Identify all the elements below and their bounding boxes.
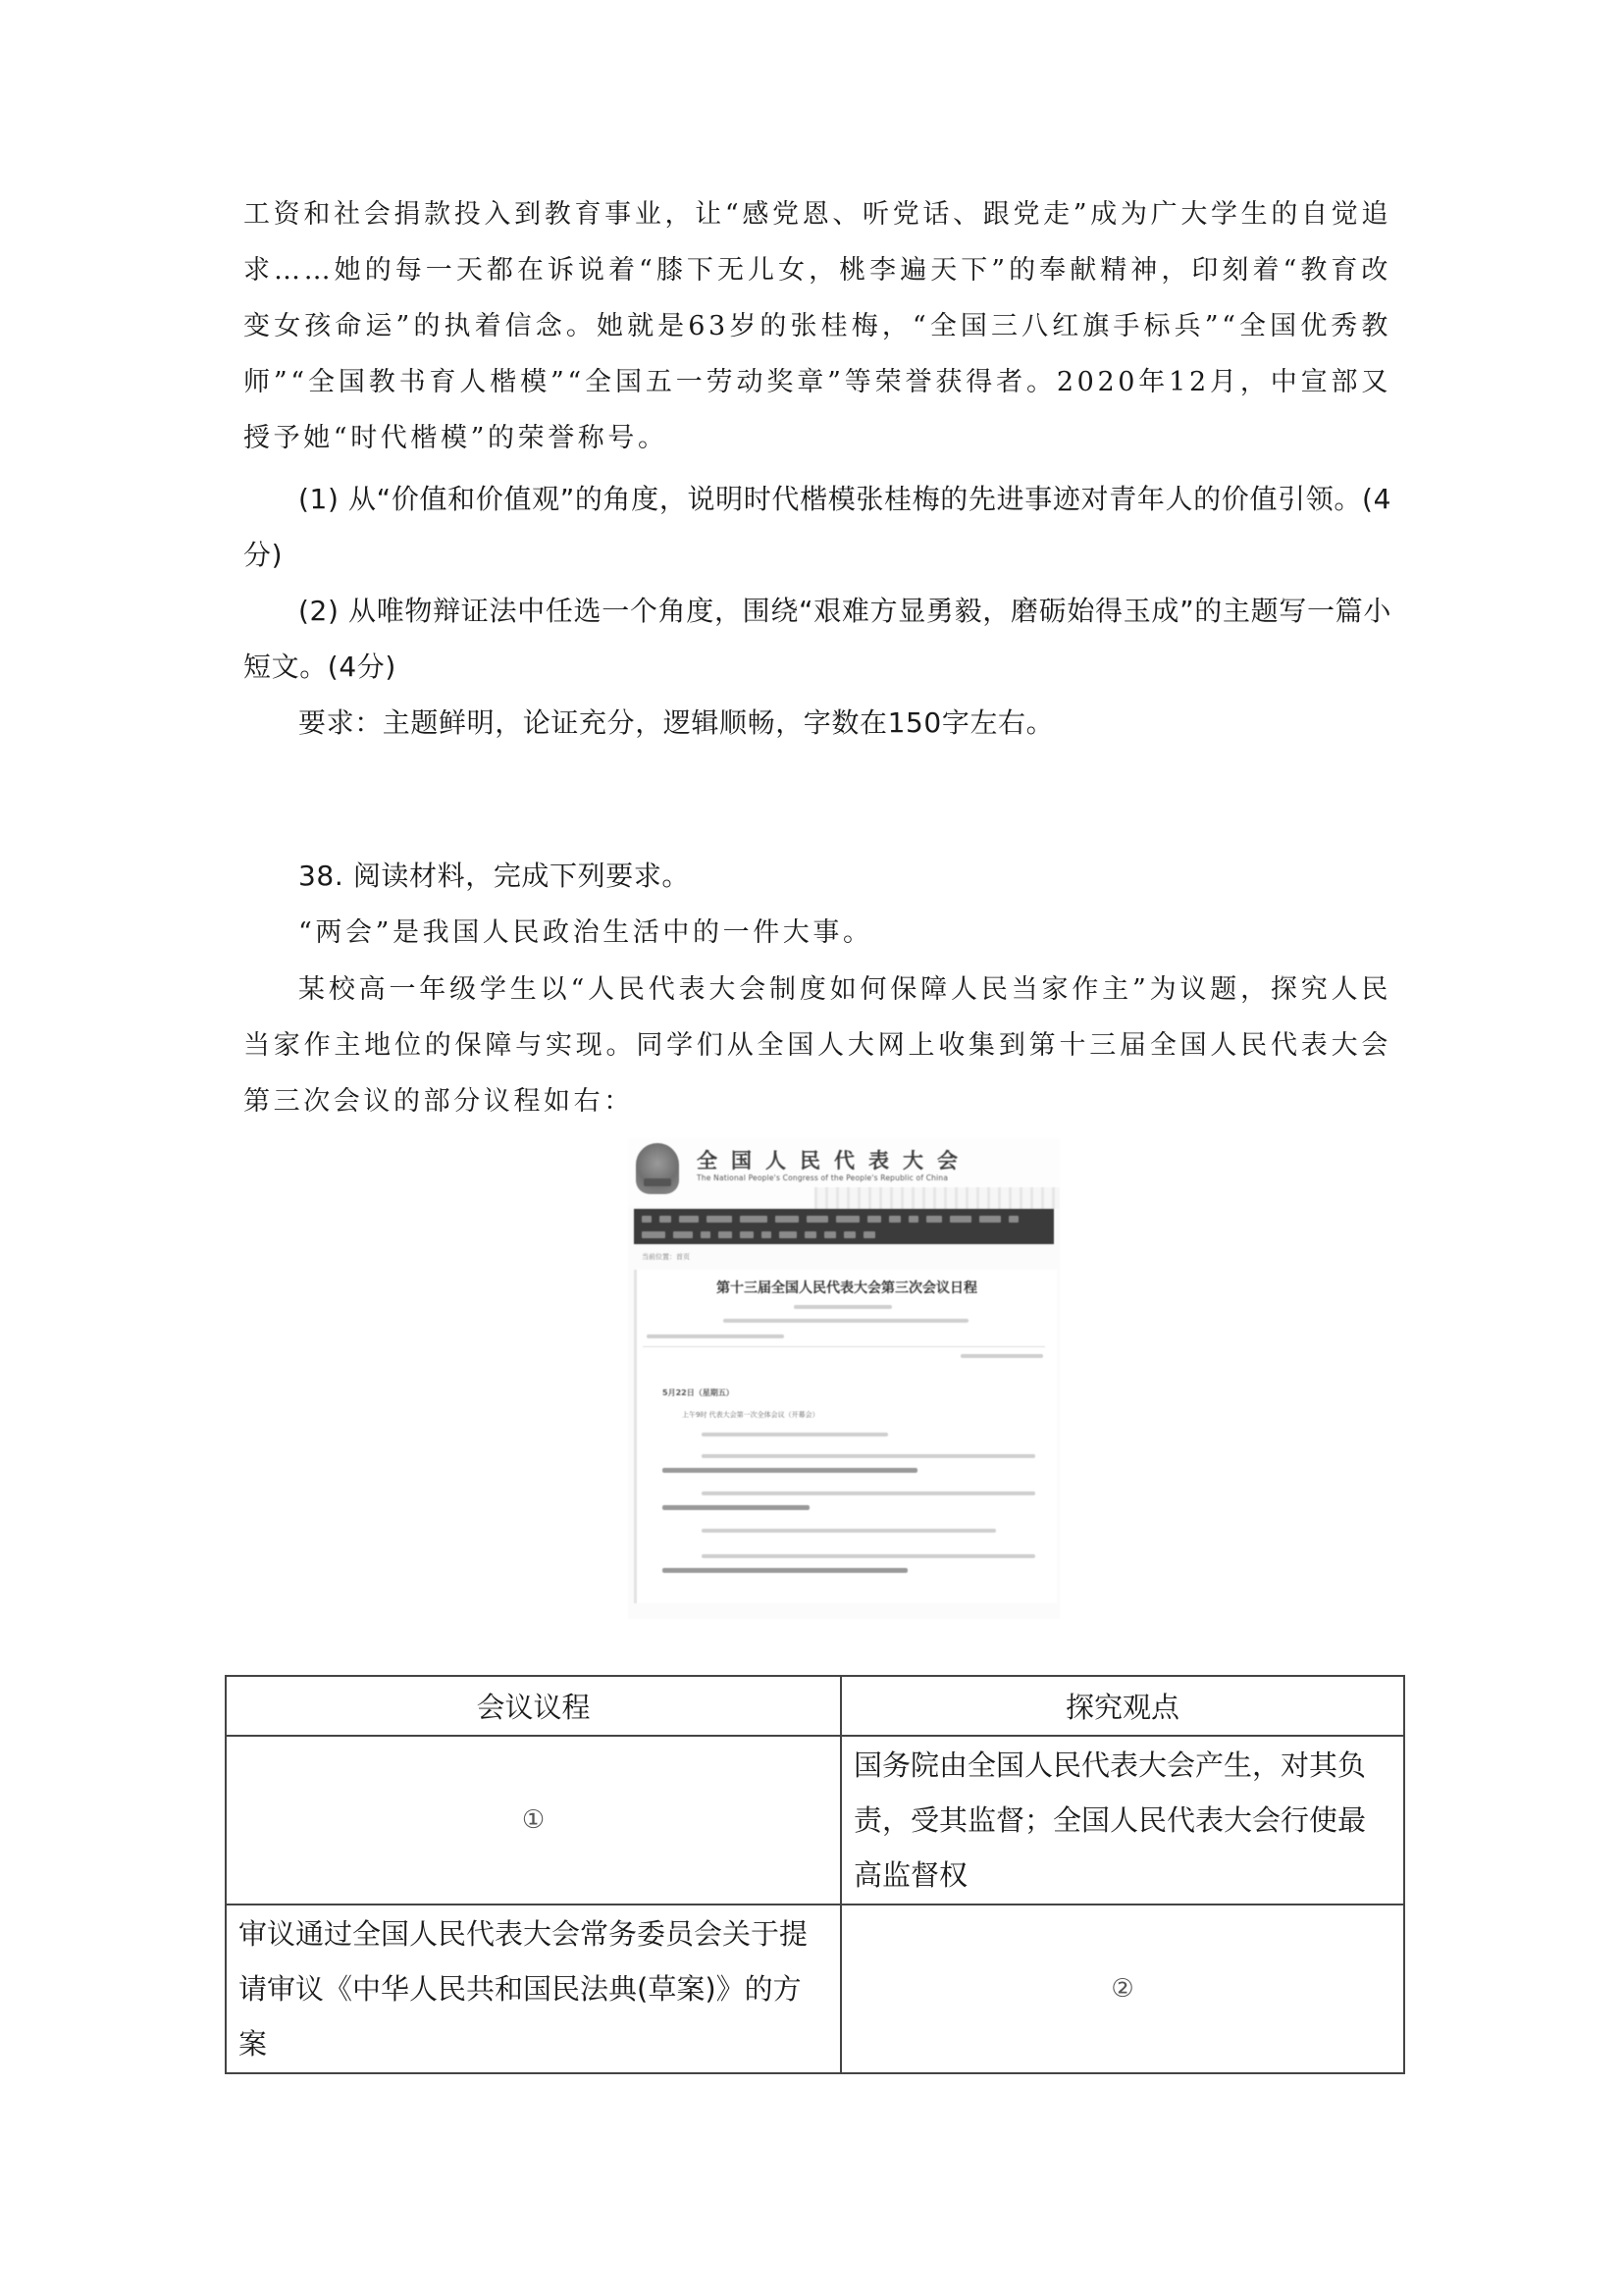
nav-item [707,1216,732,1223]
table-row [226,1736,1404,1905]
nav-item [909,1216,918,1223]
agenda-item-line [702,1433,888,1436]
agenda-table [225,1675,1405,2074]
article-note-line [723,1319,969,1323]
article-source-line [647,1334,784,1338]
agenda-item-line [662,1568,908,1573]
nav-item [673,1231,693,1238]
header-agenda: 会议议程 [226,1676,841,1736]
nav-item [807,1216,828,1223]
question-38-material-body: 某校高一年级学生以“人民代表大会制度如何保障人民当家作主”为议题，探究人民当家作主地位的保障与实现。同学们从全国人大网上收集到第十三届全国人民代表大会第三次会议的部分议程如右： [243,974,1391,1117]
agenda-item-line [702,1554,1035,1558]
agenda-item-line [662,1468,917,1473]
article-title: 第十三届全国人民代表大会第三次会议日程 [716,1280,977,1296]
nav-item [824,1231,836,1238]
nav-item [679,1216,699,1223]
continuation-paragraph: 工资和社会捐款投入到教育事业，让“感党恩、听党话、跟党走”成为广大学生的自觉追求……她的每一天都在诉说着“膝下无儿女，桃李遍天下”的奉献精神，印刻着“教育改变女孩命运”的执着信念。她就是63岁的张桂梅，“全国三八红旗手标兵”“全国优秀教师”“全国教书育人楷模”“全国五一劳动奖章”等荣誉获得者。2020年12月，中宣部又授予她“时代楷模”的荣誉称号。 [243,199,1391,453]
nav-item [701,1231,710,1238]
national-emblem-icon [636,1143,679,1194]
nav-item [642,1231,665,1238]
site-subtitle: The National People's Congress of the People's Republic of China [697,1174,949,1182]
blank-1: ① [226,1736,841,1905]
site-nav-bar [634,1209,1054,1244]
question-37-requirement: 要求：主题鲜明，论证充分，逻辑顺畅，字数在150字左右。 [298,706,1055,739]
viewpoint-cell: 国务院由全国人民代表大会产生，对其负责，受其监督；全国人民代表大会行使最高监督权 [841,1736,1404,1905]
nav-item [779,1231,797,1238]
nav-item [659,1216,671,1223]
nav-item [1009,1216,1019,1223]
nav-item [775,1216,799,1223]
npc-website-screenshot [628,1138,1060,1619]
breadcrumb: 当前位置：首页 [642,1253,690,1261]
question-37-part-1: (1) 从“价值和价值观”的角度，说明时代楷模张桂梅的先进事迹对青年人的价值引领。(4分) [243,483,1391,571]
nav-item [844,1231,856,1238]
article-body [634,1270,1057,1603]
nav-item [642,1216,652,1223]
question-38-material-intro: “两会”是我国人民政治生活中的一件大事。 [298,917,873,948]
nav-item [761,1231,771,1238]
nav-item [740,1216,767,1223]
agenda-item-line [662,1505,810,1510]
nav-item [926,1216,942,1223]
great-hall-banner-image [814,1187,1060,1209]
nav-item [805,1231,816,1238]
table-row [226,1905,1404,2073]
article-date-line [794,1305,892,1309]
agenda-cell: 审议通过全国人民代表大会常务委员会关于提请审议《中华人民共和国民法典(草案)》的方案 [226,1905,841,2073]
nav-item [979,1216,1001,1223]
nav-item [740,1231,754,1238]
site-title: 全国人民代表大会 [697,1149,971,1173]
site-header [628,1138,1060,1207]
question-37-part-2: (2) 从唯物辩证法中任选一个角度，围绕“艰难方显勇毅，磨砺始得玉成”的主题写一篇小短文。(4分) [243,595,1391,683]
agenda-item-line [702,1454,1035,1458]
nav-item [889,1216,901,1223]
table-header-row [226,1676,1404,1736]
question-38-prompt: 38. 阅读材料，完成下列要求。 [298,860,691,892]
agenda-item-line [702,1529,996,1533]
nav-item [867,1216,881,1223]
header-viewpoint: 探究观点 [841,1676,1404,1736]
divider [643,1346,1045,1347]
session-line: 上午9时 代表大会第一次全体会议（开幕会） [682,1411,819,1419]
nav-item [950,1216,971,1223]
nav-item [864,1231,875,1238]
nav-item [718,1231,732,1238]
day-heading: 5月22日（星期五） [662,1388,734,1397]
article-timestamp-line [961,1354,1043,1358]
nav-item [836,1216,860,1223]
blank-2: ② [841,1905,1404,2073]
agenda-item-line [702,1491,1035,1495]
